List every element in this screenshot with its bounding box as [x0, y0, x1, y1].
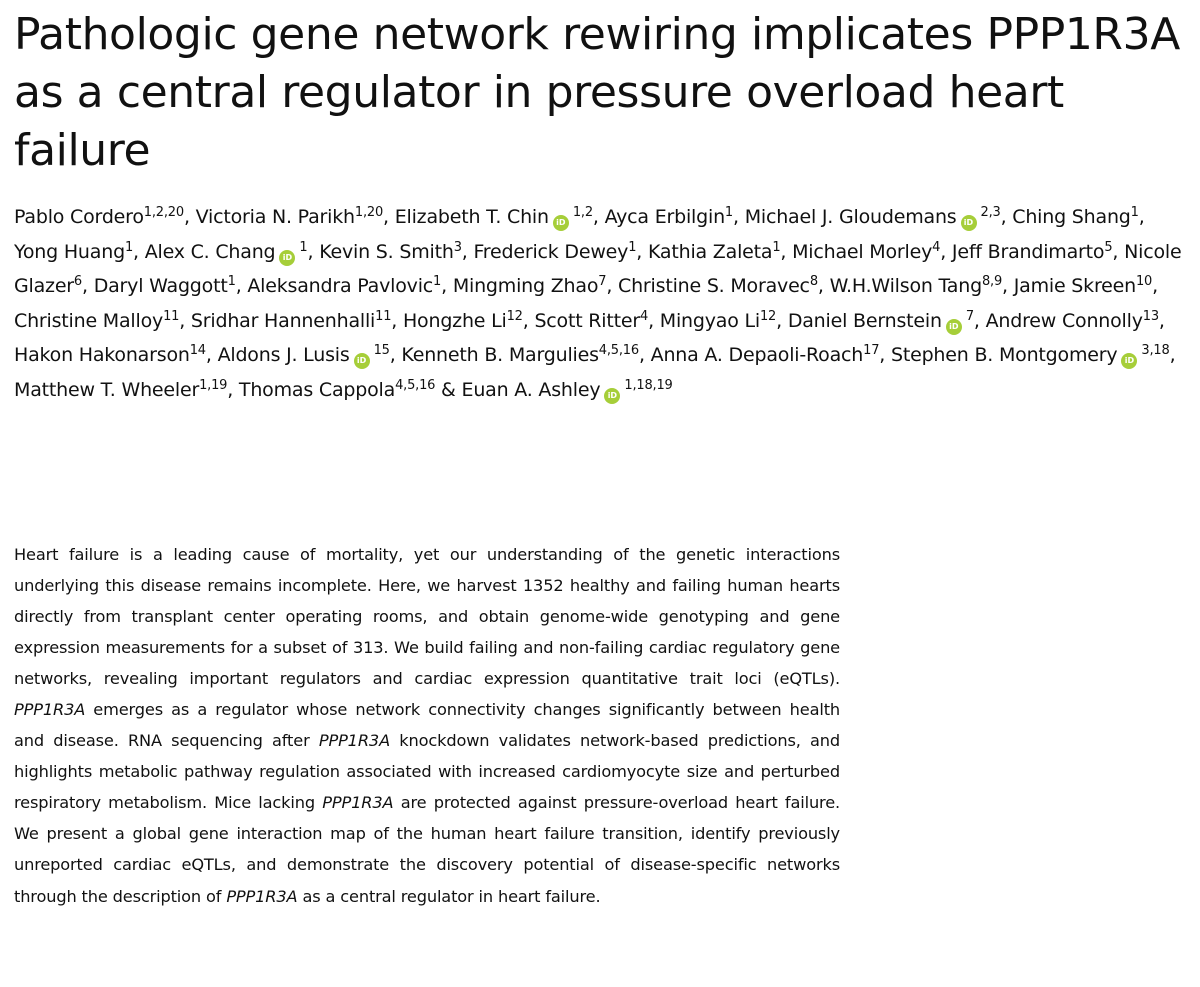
- author: [651, 344, 880, 366]
- author-name: Alex C. Chang: [144, 240, 276, 263]
- author-name: Kathia Zaleta: [647, 240, 773, 263]
- author: [247, 275, 441, 297]
- author-name: Michael J. Gloudemans: [744, 206, 957, 228]
- author: [395, 206, 593, 228]
- affiliation-superscript: 8: [809, 274, 818, 289]
- author-name: Elizabeth T. Chin: [394, 206, 549, 228]
- author: [605, 206, 733, 228]
- author-name: Nicole Glazer: [14, 240, 1182, 297]
- affiliation-superscript: 1,2: [572, 205, 593, 220]
- author-name: Kevin S. Smith: [319, 240, 454, 263]
- affiliation-superscript: 4,5,16: [598, 343, 639, 358]
- author-name: Andrew Connolly: [985, 309, 1143, 332]
- author: [191, 310, 391, 332]
- author: [14, 310, 179, 332]
- author: [453, 275, 607, 297]
- affiliation-superscript: 14: [189, 343, 206, 358]
- author: [462, 379, 673, 401]
- paper-title: Pathologic gene network rewiring implicates PPP1R3A as a central regulator in pressure overload heart failure: [14, 9, 1180, 176]
- author-name: Christine S. Moravec: [618, 275, 810, 297]
- author: [319, 241, 462, 263]
- orcid-icon[interactable]: iD: [961, 215, 977, 231]
- author: [1014, 275, 1152, 297]
- affiliation-superscript: 1: [724, 205, 733, 220]
- author: [648, 241, 780, 263]
- author: [891, 344, 1170, 366]
- author-name: W.H.Wilson Tang: [829, 275, 982, 297]
- abstract-text: are protected against pressure-overload heart failure. We present a global gene interaction map of the human heart failure transition, identify previously unreported cardiac eQTLs, and demonstrate the discovery potential of disease-specific networks through the description of: [14, 793, 841, 906]
- author: [145, 241, 308, 263]
- author-name: Mingming Zhao: [452, 275, 599, 297]
- affiliation-superscript: 11: [375, 308, 392, 324]
- author-name: Yong Huang: [14, 240, 125, 263]
- affiliation-superscript: 1,20: [354, 205, 384, 220]
- orcid-icon[interactable]: iD: [553, 215, 569, 231]
- author: [401, 344, 639, 366]
- author-name: Aldons J. Lusis: [217, 344, 350, 366]
- orcid-icon[interactable]: iD: [604, 388, 620, 404]
- author-name: Aleksandra Pavlovic: [247, 275, 434, 297]
- affiliation-superscript: 7: [965, 308, 974, 324]
- author-name: Anna A. Depaoli-Roach: [650, 344, 864, 366]
- author-name: Matthew T. Wheeler: [14, 378, 200, 401]
- author: [403, 310, 523, 332]
- affiliation-superscript: 1: [1130, 205, 1139, 220]
- affiliation-superscript: 8,9: [981, 274, 1003, 289]
- author-name: Frederick Dewey: [473, 240, 629, 263]
- author: [239, 379, 435, 401]
- author-name: Ayca Erbilgin: [604, 206, 725, 228]
- author: [14, 379, 227, 401]
- author-name: Stephen B. Montgomery: [890, 344, 1118, 366]
- author-name: Ching Shang: [1012, 206, 1131, 228]
- author: [830, 275, 1002, 297]
- gene-name: PPP1R3A: [14, 700, 86, 720]
- affiliation-superscript: 7: [598, 274, 607, 289]
- affiliation-superscript: 13: [1142, 308, 1159, 324]
- author: [788, 310, 974, 332]
- author-name: Kenneth B. Margulies: [401, 344, 599, 366]
- author-name: Jeff Brandimarto: [951, 240, 1105, 263]
- author-name: Christine Malloy: [14, 309, 164, 332]
- affiliation-superscript: 6: [73, 274, 82, 289]
- affiliation-superscript: 1: [433, 274, 442, 289]
- affiliation-superscript: 2,3: [980, 205, 1001, 220]
- abstract-text: emerges as a regulator whose network connectivity changes significantly between health and disease. RNA sequencing after: [14, 700, 840, 751]
- author-name: Pablo Cordero: [14, 206, 144, 228]
- abstract-text: knockdown validates network-based predictions, and highlights metabolic pathway regulation associated with increased cardiomyocyte size and perturbed respiratory metabolism. Mice lacking: [14, 731, 841, 813]
- author: [618, 275, 818, 297]
- abstract: [14, 539, 840, 912]
- author-name: Scott Ritter: [534, 309, 640, 332]
- affiliation-superscript: 4: [640, 308, 649, 324]
- orcid-icon[interactable]: iD: [1121, 353, 1137, 369]
- affiliation-superscript: 3,18: [1141, 343, 1170, 358]
- author: [745, 206, 1001, 228]
- affiliation-superscript: 10: [1135, 274, 1153, 289]
- author: [1012, 206, 1138, 228]
- orcid-icon[interactable]: iD: [279, 250, 295, 266]
- affiliation-superscript: 1,19: [199, 377, 228, 393]
- author-name: Euan A. Ashley: [461, 378, 601, 401]
- author: [94, 275, 236, 297]
- affiliation-superscript: 1,18,19: [624, 377, 673, 393]
- author-name: Mingyao Li: [659, 309, 760, 332]
- author-name: Michael Morley: [792, 240, 933, 263]
- affiliation-superscript: 17: [863, 343, 880, 358]
- orcid-icon[interactable]: iD: [354, 353, 370, 369]
- affiliation-superscript: 1: [299, 239, 308, 255]
- author-name: Victoria N. Parikh: [195, 206, 355, 228]
- author: [952, 241, 1113, 263]
- author: [14, 344, 206, 366]
- affiliation-superscript: 1,2,20: [143, 205, 184, 220]
- author-name: Daryl Waggott: [93, 275, 228, 297]
- author: [14, 241, 133, 263]
- author: [792, 241, 940, 263]
- author: [196, 206, 383, 228]
- affiliation-superscript: 3: [453, 239, 462, 255]
- affiliation-superscript: 11: [163, 308, 180, 324]
- affiliation-superscript: 1: [124, 239, 134, 255]
- affiliation-superscript: 12: [506, 308, 523, 324]
- author-name: Hongzhe Li: [402, 309, 507, 332]
- affiliation-superscript: 12: [759, 308, 777, 324]
- affiliation-superscript: 1: [772, 239, 781, 255]
- author-name: Jamie Skreen: [1013, 275, 1136, 297]
- gene-name: PPP1R3A: [318, 731, 390, 751]
- gene-name: PPP1R3A: [322, 793, 394, 813]
- author-name: Thomas Cappola: [238, 378, 396, 401]
- affiliation-superscript: 1: [227, 274, 236, 289]
- affiliation-superscript: 15: [373, 343, 390, 358]
- orcid-icon[interactable]: iD: [946, 319, 962, 335]
- gene-name: PPP1R3A: [226, 886, 298, 906]
- author: [218, 344, 390, 366]
- author-name: Hakon Hakonarson: [14, 344, 190, 366]
- affiliation-superscript: 4,5,16: [395, 377, 436, 393]
- affiliation-superscript: 5: [1104, 239, 1113, 255]
- author: [660, 310, 776, 332]
- affiliation-superscript: 4: [932, 239, 941, 255]
- author: [534, 310, 648, 332]
- abstract-text: Heart failure is a leading cause of mortality, yet our understanding of the genetic interactions underlying this disease remains incomplete. Here, we harvest 1352 healthy and failing human hearts directly from transplant center operating rooms, and obtain genome-wide genotyping and gene expression measurements for a subset of 313. We build failing and non-failing cardiac regulatory gene networks, revealing important regulators and cardiac expression quantitative trait loci (eQTLs).: [14, 545, 840, 689]
- author-name: Daniel Bernstein: [787, 309, 942, 332]
- author-name: Sridhar Hannenhalli: [190, 309, 376, 332]
- abstract-text: as a central regulator in heart failure.: [297, 886, 601, 906]
- author: [986, 310, 1159, 332]
- author: [473, 241, 636, 263]
- author-list: Pablo Cordero$^{1,2,20}$, Victoria N. Parikh$^{1,20}$, Elizabeth T. Chin iD$^{1,2}$, Ayca Erbilgin$^1$, Michael J. Gloudemans iD$^{2,3}$, Ching Shang$^1$, Yong Huang$^1$, Alex C. Chang $iD^1$, Kevin S. Smith$^3$, Frederick Dewey$^1$, Kathia Zaleta$^1$, Michael Morley$^4$, Jeff Brandimarto$^5$, Nicole Glazer$^6$, Daryl Waggott$^1$, Aleksandra Pavlovic$^1$, Mingming Zhao$^7$, Christine S. Moravec$^8$, W.H.Wilson Tang$^{8,9}$, Jamie Skreen$^{10}$, Christine Malloy$^{11}$, Sridhar Hannenhalli$^{11}$, Hongzhe Li$^{12}$, Scott Ritter$^4$, Mingyao Li$^{12}$, Daniel Bernstein $iD^7$, Andrew Connolly$^{13}$, Hakon Hakonarson$^{14}$, Aldons J. Lusis $iD^{15}$, Kenneth B. Margulies$^{4,5,16}$, Anna A. Depaoli-Roach$^{17}$, Stephen B. Montgomery iD$^{3,18}$, Matthew T. Wheeler$^{1,19}$, Thomas Cappola$^{4,5,16}$ & Euan A. Ashley iD$^{1,18,19}$: [14, 200, 1192, 407]
- author: [14, 206, 184, 228]
- affiliation-superscript: 1: [628, 239, 637, 255]
